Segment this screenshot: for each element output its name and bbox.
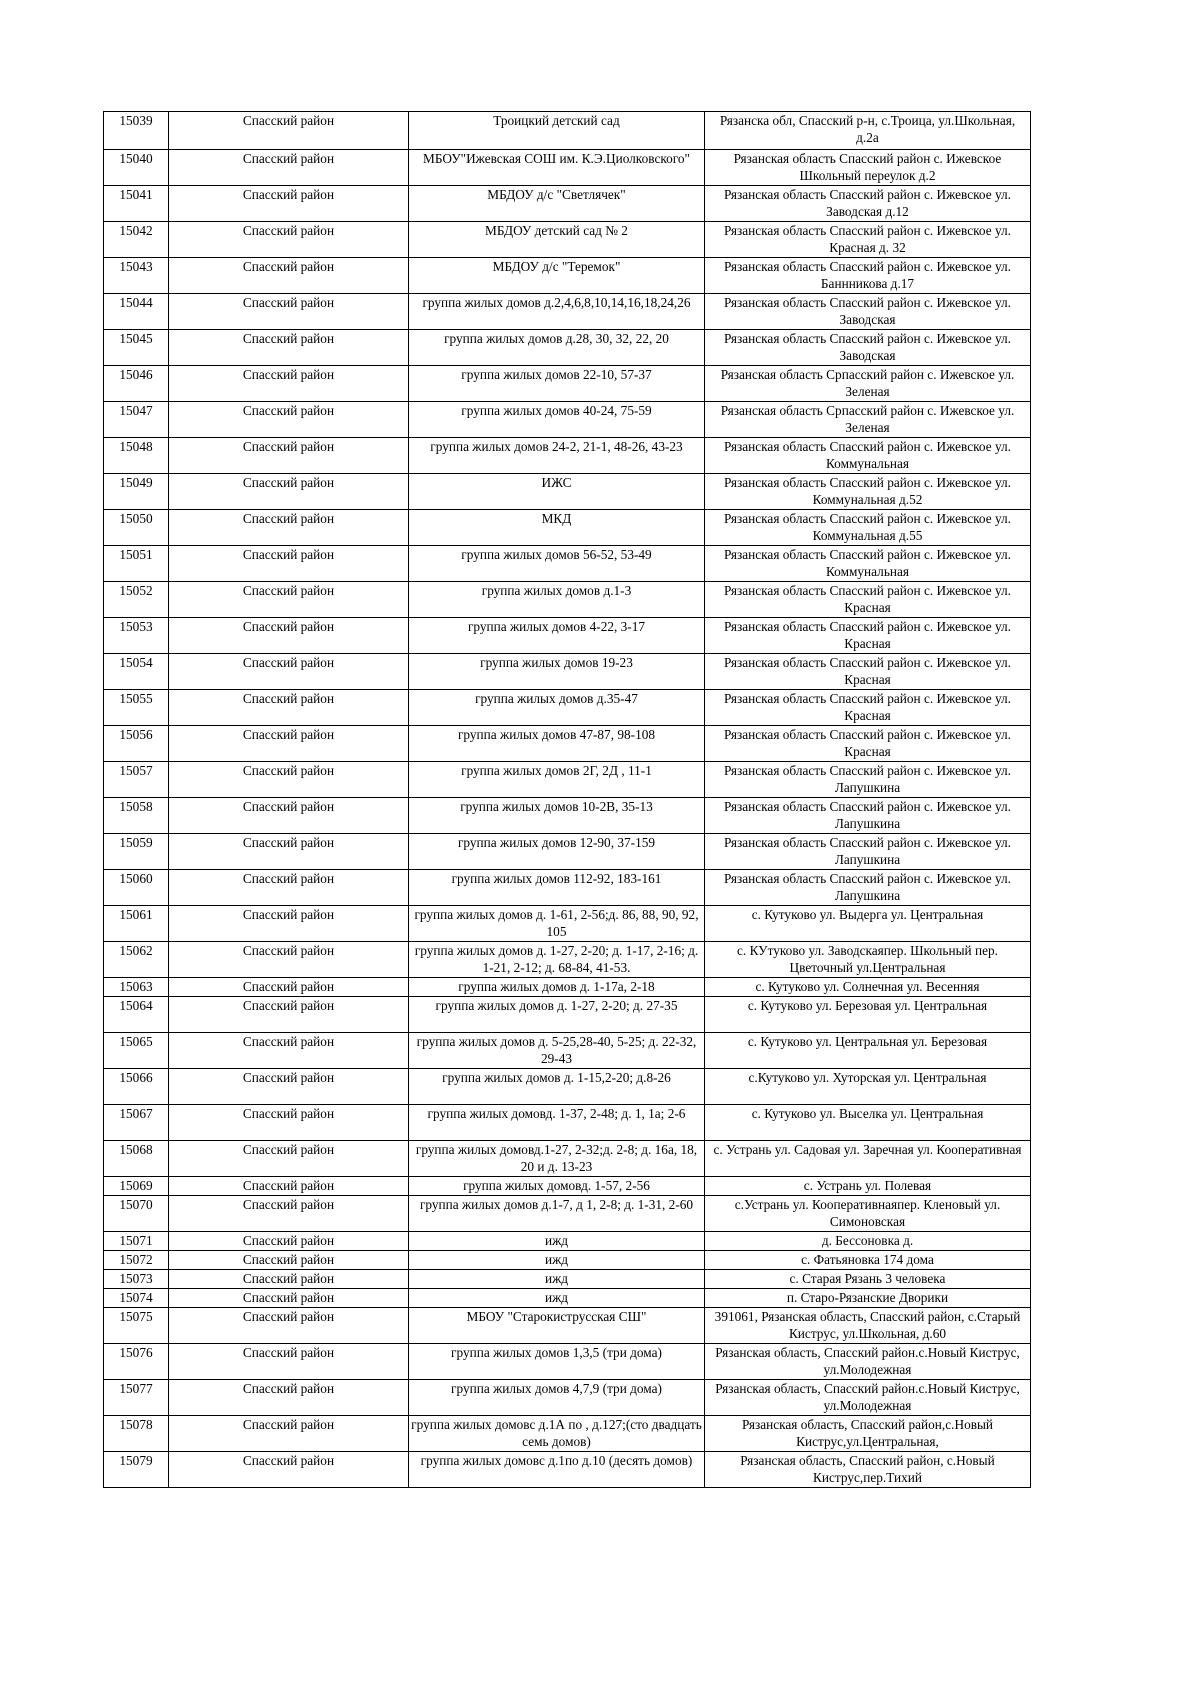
table-row — [104, 798, 1031, 834]
address-cell: Рязанская область Спасский район с. Ижевское ул. Коммунальная — [705, 438, 1031, 474]
district-cell: Спасский район — [169, 1344, 409, 1380]
object-cell: группа жилых домов 40-24, 75-59 — [409, 402, 705, 438]
district-cell: Спасский район — [169, 1105, 409, 1141]
table-row — [104, 690, 1031, 726]
row-id-cell: 15043 — [104, 258, 169, 294]
district-cell: Спасский район — [169, 870, 409, 906]
row-id-cell: 15042 — [104, 222, 169, 258]
object-cell: МБДОУ д/с "Теремок" — [409, 258, 705, 294]
object-cell: группа жилых домов д. 5-25,28-40, 5-25; д. 22-32, 29-43 — [409, 1033, 705, 1069]
object-cell: группа жилых домов 22-10, 57-37 — [409, 366, 705, 402]
district-cell: Спасский район — [169, 1416, 409, 1452]
district-cell: Спасский район — [169, 474, 409, 510]
table-row — [104, 402, 1031, 438]
district-cell: Спасский район — [169, 222, 409, 258]
address-cell: с. Фатьяновка 174 дома — [705, 1251, 1031, 1270]
object-cell: группа жилых домовс д.1А по , д.127;(сто двадцать семь домов) — [409, 1416, 705, 1452]
table-row — [104, 654, 1031, 690]
address-cell: Рязанская область Спасский район с. Ижевское ул. Заводская — [705, 330, 1031, 366]
district-cell: Спасский район — [169, 1177, 409, 1196]
address-cell: Рязанская область, Спасский район, с.Новый Киструс,пер.Тихий — [705, 1452, 1031, 1488]
object-cell: группа жилых домов 1,3,5 (три дома) — [409, 1344, 705, 1380]
object-cell: группа жилых домов 12-90, 37-159 — [409, 834, 705, 870]
table-row — [104, 1380, 1031, 1416]
table-row — [104, 726, 1031, 762]
district-cell: Спасский район — [169, 258, 409, 294]
district-cell: Спасский район — [169, 1380, 409, 1416]
row-id-cell: 15039 — [104, 112, 169, 150]
object-cell: группа жилых домовс д.1по д.10 (десять домов) — [409, 1452, 705, 1488]
district-cell: Спасский район — [169, 1452, 409, 1488]
address-cell: с. Кутуково ул. Солнечная ул. Весенняя — [705, 978, 1031, 997]
district-cell: Спасский район — [169, 112, 409, 150]
address-cell: Рязанская область Спасский район с. Ижевское ул. Лапушкина — [705, 762, 1031, 798]
object-cell: МКД — [409, 510, 705, 546]
row-id-cell: 15069 — [104, 1177, 169, 1196]
table-row — [104, 1177, 1031, 1196]
row-id-cell: 15059 — [104, 834, 169, 870]
object-cell: ИЖС — [409, 474, 705, 510]
object-cell: группа жилых домов д.35-47 — [409, 690, 705, 726]
address-cell: Рязанская область, Спасский район.с.Новый Киструс, ул.Молодежная — [705, 1344, 1031, 1380]
table-row — [104, 1196, 1031, 1232]
district-cell: Спасский район — [169, 1141, 409, 1177]
district-cell: Спасский район — [169, 402, 409, 438]
address-cell: с. Кутуково ул. Выдерга ул. Центральная — [705, 906, 1031, 942]
district-cell: Спасский район — [169, 618, 409, 654]
object-cell: группа жилых домов д.1-3 — [409, 582, 705, 618]
address-cell: с. Кутуково ул. Выселка ул. Центральная — [705, 1105, 1031, 1141]
district-cell: Спасский район — [169, 1232, 409, 1251]
district-cell: Спасский район — [169, 546, 409, 582]
district-cell: Спасский район — [169, 438, 409, 474]
address-cell: Рязанская область Спасский район с. Ижевское ул. Заводская д.12 — [705, 186, 1031, 222]
object-cell: МБОУ "Старокиструсская СШ" — [409, 1308, 705, 1344]
object-cell: ижд — [409, 1270, 705, 1289]
row-id-cell: 15060 — [104, 870, 169, 906]
table-row — [104, 258, 1031, 294]
row-id-cell: 15074 — [104, 1289, 169, 1308]
row-id-cell: 15052 — [104, 582, 169, 618]
row-id-cell: 15072 — [104, 1251, 169, 1270]
row-id-cell: 15077 — [104, 1380, 169, 1416]
district-cell: Спасский район — [169, 330, 409, 366]
address-cell: Рязанская область Спасский район с. Ижевское ул. Красная — [705, 654, 1031, 690]
row-id-cell: 15063 — [104, 978, 169, 997]
table-row — [104, 906, 1031, 942]
object-cell: МБДОУ детский сад № 2 — [409, 222, 705, 258]
object-cell: группа жилых домов 2Г, 2Д , 11-1 — [409, 762, 705, 798]
row-id-cell: 15064 — [104, 997, 169, 1033]
address-cell: Рязанская область Спасский район с. Ижевское ул. Коммунальная д.52 — [705, 474, 1031, 510]
row-id-cell: 15071 — [104, 1232, 169, 1251]
row-id-cell: 15054 — [104, 654, 169, 690]
object-cell: группа жилых домов 47-87, 98-108 — [409, 726, 705, 762]
address-cell: с. Старая Рязань 3 человека — [705, 1270, 1031, 1289]
address-cell: Рязанская область Спасский район с. Ижевское ул. Коммунальная д.55 — [705, 510, 1031, 546]
object-cell: группа жилых домов 19-23 — [409, 654, 705, 690]
district-cell: Спасский район — [169, 294, 409, 330]
table-row — [104, 1416, 1031, 1452]
district-cell: Спасский район — [169, 834, 409, 870]
address-table — [103, 111, 1031, 1488]
district-cell: Спасский район — [169, 654, 409, 690]
object-cell: группа жилых домов д. 1-15,2-20; д.8-26 — [409, 1069, 705, 1105]
table-body — [104, 112, 1031, 1488]
address-cell: Рязанская область Спасский район с. Ижевское ул. Баннникова д.17 — [705, 258, 1031, 294]
table-row — [104, 1289, 1031, 1308]
district-cell: Спасский район — [169, 1251, 409, 1270]
row-id-cell: 15047 — [104, 402, 169, 438]
table-row — [104, 834, 1031, 870]
table-row — [104, 1270, 1031, 1289]
address-cell: Рязанская область Спасский район с. Ижевское Школьный переулок д.2 — [705, 150, 1031, 186]
object-cell: группа жилых домов д.28, 30, 32, 22, 20 — [409, 330, 705, 366]
object-cell: группа жилых домовд. 1-37, 2-48; д. 1, 1а; 2-6 — [409, 1105, 705, 1141]
table-row — [104, 1141, 1031, 1177]
address-cell: п. Старо-Рязанские Дворики — [705, 1289, 1031, 1308]
address-cell: с.Кутуково ул. Хуторская ул. Центральная — [705, 1069, 1031, 1105]
table-row — [104, 294, 1031, 330]
row-id-cell: 15079 — [104, 1452, 169, 1488]
district-cell: Спасский район — [169, 798, 409, 834]
table-row — [104, 1344, 1031, 1380]
row-id-cell: 15068 — [104, 1141, 169, 1177]
address-cell: Рязанская область Спасский район с. Ижевское ул. Коммунальная — [705, 546, 1031, 582]
row-id-cell: 15065 — [104, 1033, 169, 1069]
row-id-cell: 15075 — [104, 1308, 169, 1344]
row-id-cell: 15051 — [104, 546, 169, 582]
address-cell: Рязанская область Спасский район с. Ижевское ул. Лапушкина — [705, 798, 1031, 834]
table-row — [104, 1232, 1031, 1251]
address-cell: с. КУтуково ул. Заводскаяпер. Школьный пер. Цветочный ул.Центральная — [705, 942, 1031, 978]
district-cell: Спасский район — [169, 366, 409, 402]
table-row — [104, 330, 1031, 366]
address-cell: 391061, Рязанская область, Спасский район, с.Старый Киструс, ул.Школьная, д.60 — [705, 1308, 1031, 1344]
address-cell: Рязанская область Спасский район с. Ижевское ул. Лапушкина — [705, 834, 1031, 870]
row-id-cell: 15061 — [104, 906, 169, 942]
district-cell: Спасский район — [169, 1289, 409, 1308]
table-row — [104, 222, 1031, 258]
district-cell: Спасский район — [169, 582, 409, 618]
table-row — [104, 1251, 1031, 1270]
object-cell: Троицкий детский сад — [409, 112, 705, 150]
row-id-cell: 15040 — [104, 150, 169, 186]
object-cell: группа жилых домовд.1-27, 2-32;д. 2-8; д. 16а, 18, 20 и д. 13-23 — [409, 1141, 705, 1177]
table-row — [104, 762, 1031, 798]
district-cell: Спасский район — [169, 1308, 409, 1344]
row-id-cell: 15048 — [104, 438, 169, 474]
row-id-cell: 15046 — [104, 366, 169, 402]
object-cell: МБОУ"Ижевская СОШ им. К.Э.Циолковского" — [409, 150, 705, 186]
address-cell: Рязанская область Спасский район с. Ижевское ул. Красная — [705, 690, 1031, 726]
table-row — [104, 870, 1031, 906]
address-cell: Рязанская область Српасский район с. Ижевское ул. Зеленая — [705, 402, 1031, 438]
table-row — [104, 582, 1031, 618]
row-id-cell: 15056 — [104, 726, 169, 762]
row-id-cell: 15076 — [104, 1344, 169, 1380]
table-row — [104, 978, 1031, 997]
row-id-cell: 15049 — [104, 474, 169, 510]
table-row — [104, 1452, 1031, 1488]
row-id-cell: 15066 — [104, 1069, 169, 1105]
table-row — [104, 112, 1031, 150]
table-row — [104, 1033, 1031, 1069]
table-row — [104, 1105, 1031, 1141]
district-cell: Спасский район — [169, 726, 409, 762]
table-row — [104, 546, 1031, 582]
table-row — [104, 1308, 1031, 1344]
row-id-cell: 15055 — [104, 690, 169, 726]
row-id-cell: 15058 — [104, 798, 169, 834]
address-cell: Рязанская область Спасский район с. Ижевское ул. Красная д. 32 — [705, 222, 1031, 258]
address-cell: Рязанска обл, Спасский р-н, с.Троица, ул.Школьная, д.2а — [705, 112, 1031, 150]
table-row — [104, 438, 1031, 474]
object-cell: ижд — [409, 1251, 705, 1270]
table-row — [104, 1069, 1031, 1105]
address-cell: Рязанская область Спасский район с. Ижевское ул. Красная — [705, 726, 1031, 762]
district-cell: Спасский район — [169, 942, 409, 978]
address-cell: Рязанская область Спасский район с. Ижевское ул. Красная — [705, 618, 1031, 654]
object-cell: ижд — [409, 1289, 705, 1308]
address-cell: д. Бессоновка д. — [705, 1232, 1031, 1251]
object-cell: группа жилых домов 112-92, 183-161 — [409, 870, 705, 906]
table-row — [104, 510, 1031, 546]
object-cell: группа жилых домов 4,7,9 (три дома) — [409, 1380, 705, 1416]
table-row — [104, 474, 1031, 510]
row-id-cell: 15070 — [104, 1196, 169, 1232]
object-cell: группа жилых домов 56-52, 53-49 — [409, 546, 705, 582]
table-row — [104, 186, 1031, 222]
district-cell: Спасский район — [169, 762, 409, 798]
address-cell: с. Устрань ул. Садовая ул. Заречная ул. Кооперативная — [705, 1141, 1031, 1177]
row-id-cell: 15073 — [104, 1270, 169, 1289]
district-cell: Спасский район — [169, 150, 409, 186]
address-cell: с. Кутуково ул. Березовая ул. Центральная — [705, 997, 1031, 1033]
object-cell: группа жилых домов 10-2В, 35-13 — [409, 798, 705, 834]
table-row — [104, 150, 1031, 186]
object-cell: МБДОУ д/с "Светлячек" — [409, 186, 705, 222]
row-id-cell: 15044 — [104, 294, 169, 330]
row-id-cell: 15050 — [104, 510, 169, 546]
row-id-cell: 15053 — [104, 618, 169, 654]
district-cell: Спасский район — [169, 1196, 409, 1232]
district-cell: Спасский район — [169, 1069, 409, 1105]
object-cell: группа жилых домов 4-22, 3-17 — [409, 618, 705, 654]
object-cell: группа жилых домов д.2,4,6,8,10,14,16,18,24,26 — [409, 294, 705, 330]
district-cell: Спасский район — [169, 906, 409, 942]
object-cell: группа жилых домов д.1-7, д 1, 2-8; д. 1-31, 2-60 — [409, 1196, 705, 1232]
object-cell: ижд — [409, 1232, 705, 1251]
address-cell: Рязанская область, Спасский район,с.Новый Киструс,ул.Центральная, — [705, 1416, 1031, 1452]
table-row — [104, 618, 1031, 654]
address-cell: Рязанская область Спасский район с. Ижевское ул. Лапушкина — [705, 870, 1031, 906]
district-cell: Спасский район — [169, 997, 409, 1033]
address-cell: с. Устрань ул. Полевая — [705, 1177, 1031, 1196]
object-cell: группа жилых домов д. 1-61, 2-56;д. 86, 88, 90, 92, 105 — [409, 906, 705, 942]
row-id-cell: 15067 — [104, 1105, 169, 1141]
row-id-cell: 15041 — [104, 186, 169, 222]
district-cell: Спасский район — [169, 1270, 409, 1289]
district-cell: Спасский район — [169, 186, 409, 222]
object-cell: группа жилых домов 24-2, 21-1, 48-26, 43-23 — [409, 438, 705, 474]
district-cell: Спасский район — [169, 1033, 409, 1069]
address-cell: с. Кутуково ул. Центральная ул. Березовая — [705, 1033, 1031, 1069]
object-cell: группа жилых домов д. 1-27, 2-20; д. 1-17, 2-16; д. 1-21, 2-12; д. 68-84, 41-53. — [409, 942, 705, 978]
address-cell: Рязанская область Спасский район с. Ижевское ул. Красная — [705, 582, 1031, 618]
address-cell: Рязанская область, Спасский район.с.Новый Киструс, ул.Молодежная — [705, 1380, 1031, 1416]
object-cell: группа жилых домовд. 1-57, 2-56 — [409, 1177, 705, 1196]
table-row — [104, 997, 1031, 1033]
district-cell: Спасский район — [169, 510, 409, 546]
address-cell: с.Устрань ул. Кооперативнаяпер. Кленовый ул. Симоновская — [705, 1196, 1031, 1232]
row-id-cell: 15078 — [104, 1416, 169, 1452]
address-cell: Рязанская область Спасский район с. Ижевское ул. Заводская — [705, 294, 1031, 330]
row-id-cell: 15045 — [104, 330, 169, 366]
address-cell: Рязанская область Српасский район с. Ижевское ул. Зеленая — [705, 366, 1031, 402]
object-cell: группа жилых домов д. 1-27, 2-20; д. 27-35 — [409, 997, 705, 1033]
district-cell: Спасский район — [169, 690, 409, 726]
district-cell: Спасский район — [169, 978, 409, 997]
row-id-cell: 15057 — [104, 762, 169, 798]
row-id-cell: 15062 — [104, 942, 169, 978]
table-row — [104, 366, 1031, 402]
object-cell: группа жилых домов д. 1-17а, 2-18 — [409, 978, 705, 997]
table-row — [104, 942, 1031, 978]
